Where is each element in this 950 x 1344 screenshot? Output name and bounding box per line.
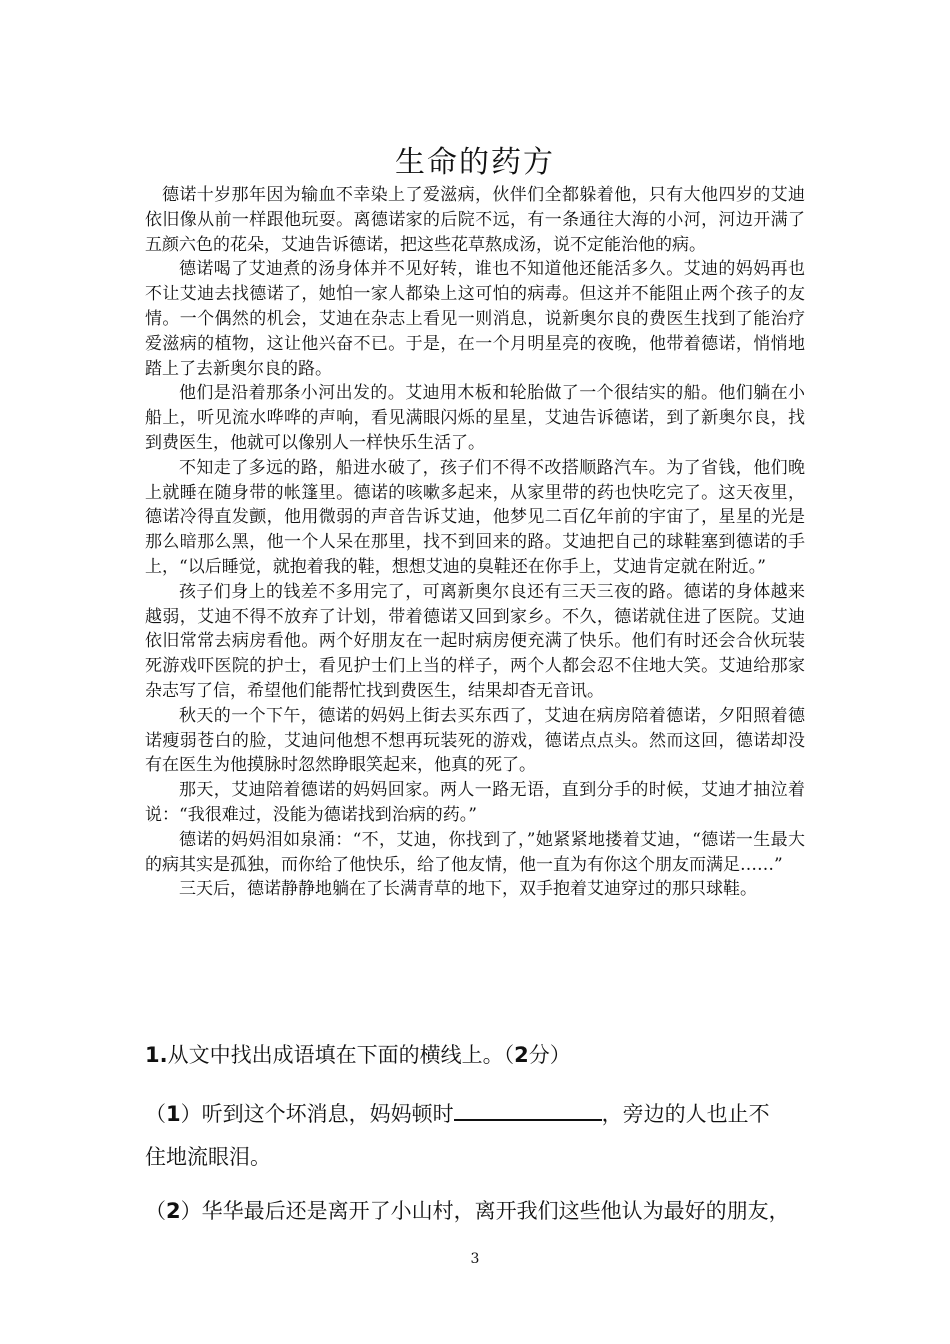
paren-close: ） bbox=[180, 1102, 202, 1126]
story-title: 生命的药方 bbox=[395, 145, 555, 180]
paragraph: 德诺的妈妈泪如泉涌：“不，艾迪，你找到了，”她紧紧地搂着艾迪，“德诺一生最大的病其实是孤独，而你给了他快乐，给了他友情，他一直为有你这个朋友而满足……” bbox=[145, 829, 805, 875]
question-item-1 bbox=[145, 1097, 810, 1129]
item-number: 2 bbox=[166, 1199, 181, 1223]
paragraph: 德诺十岁那年因为输血不幸染上了爱滋病，伙伴们全都躲着他，只有大他四岁的艾迪依旧像从前一样跟他玩耍。离德诺家的后院不远，有一条通往大海的小河，河边开满了五颜六色的花朵，艾迪告诉德诺，把这些花草熬成汤，说不定能治他的病。 bbox=[145, 185, 805, 255]
question-item-2 bbox=[145, 1196, 810, 1226]
paragraph: 德诺喝了艾迪煮的汤身体并不见好转，谁也不知道他还能活多久。艾迪的妈妈再也不让艾迪去找德诺了，她怕一家人都染上这可怕的病毒。但这并不能阻止两个孩子的友情。一个偶然的机会，艾迪在杂志上看见一则消息，说新奥尔良的费医生找到了能治疗爱滋病的植物，这让他兴奋不已。于是，在一个月明星亮的夜晚，他带着德诺，悄悄地踏上了去新奥尔良的路。 bbox=[145, 259, 805, 379]
item-text-after: ，旁边的人也止不 bbox=[601, 1102, 770, 1126]
item-number: 1 bbox=[166, 1102, 181, 1126]
story-body bbox=[145, 183, 805, 902]
question-score: 2 bbox=[514, 1043, 529, 1067]
paragraph: 三天后，德诺静静地躺在了长满青草的地下，双手抱着艾迪穿过的那只球鞋。 bbox=[179, 879, 757, 900]
item-text-before: 听到这个坏消息，妈妈顿时 bbox=[201, 1102, 454, 1126]
answer-blank[interactable] bbox=[454, 1097, 602, 1121]
paragraph: 孩子们身上的钱差不多用完了，可离新奥尔良还有三天三夜的路。德诺的身体越来越弱，艾迪不得不放弃了计划，带着德诺又回到家乡。不久，德诺就住进了医院。艾迪依旧常常去病房看他。两个好朋友在一起时病房便充满了快乐。他们有时还会合伙玩装死游戏吓医院的护士，看见护士们上当的样子，两个人都会忍不住地大笑。艾迪给那家杂志写了信，希望他们能帮忙找到费医生，结果却杳无音讯。 bbox=[145, 581, 805, 701]
item-text: 华华最后还是离开了小山村，离开我们这些他认为最好的朋友， bbox=[201, 1199, 790, 1223]
question-number: 1. bbox=[145, 1043, 168, 1067]
paren-open: （ bbox=[145, 1199, 166, 1223]
paragraph: 不知走了多远的路，船进水破了，孩子们不得不改搭顺路汽车。为了省钱，他们晚上就睡在随身带的帐篷里。德诺的咳嗽多起来，从家里带的药也快吃完了。这天夜里，德诺冷得直发颤，他用微弱的声音告诉艾迪，他梦见二百亿年前的宇宙了，星星的光是那么暗那么黑，他一个人呆在那里，找不到回来的路。艾迪把自己的球鞋塞到德诺的手上，“以后睡觉，就抱着我的鞋，想想艾迪的臭鞋还在你手上，艾迪肯定就在附近。” bbox=[145, 457, 805, 577]
question-item-1-continuation: 住地流眼泪。 bbox=[145, 1145, 271, 1169]
paragraph: 那天，艾迪陪着德诺的妈妈回家。两人一路无语，直到分手的时候，艾迪才抽泣着说：“我很难过，没能为德诺找到治病的药。” bbox=[145, 780, 805, 825]
question-1 bbox=[145, 1040, 810, 1070]
paren-close: ） bbox=[180, 1199, 202, 1223]
paragraph: 他们是沿着那条小河出发的。艾迪用木板和轮胎做了一个很结实的船。他们躺在小船上，听见流水哗哗的声响，看见满眼闪烁的星星，艾迪告诉德诺，到了新奥尔良，找到费医生，他就可以像别人一样快乐生活了。 bbox=[145, 383, 805, 453]
page-number: 3 bbox=[470, 1251, 480, 1267]
paragraph: 秋天的一个下午，德诺的妈妈上街去买东西了，艾迪在病房陪着德诺，夕阳照着德诺瘦弱苍白的脸，艾迪问他想不想再玩装死的游戏，德诺点点头。然而这回，德诺却没有在医生为他摸脉时忽然睁眼笑起来，他真的死了。 bbox=[145, 705, 805, 776]
paren-open: （ bbox=[145, 1102, 166, 1126]
question-text: 从文中找出成语填在下面的横线上。（ bbox=[167, 1043, 515, 1067]
question-score-suffix: 分） bbox=[528, 1043, 571, 1067]
